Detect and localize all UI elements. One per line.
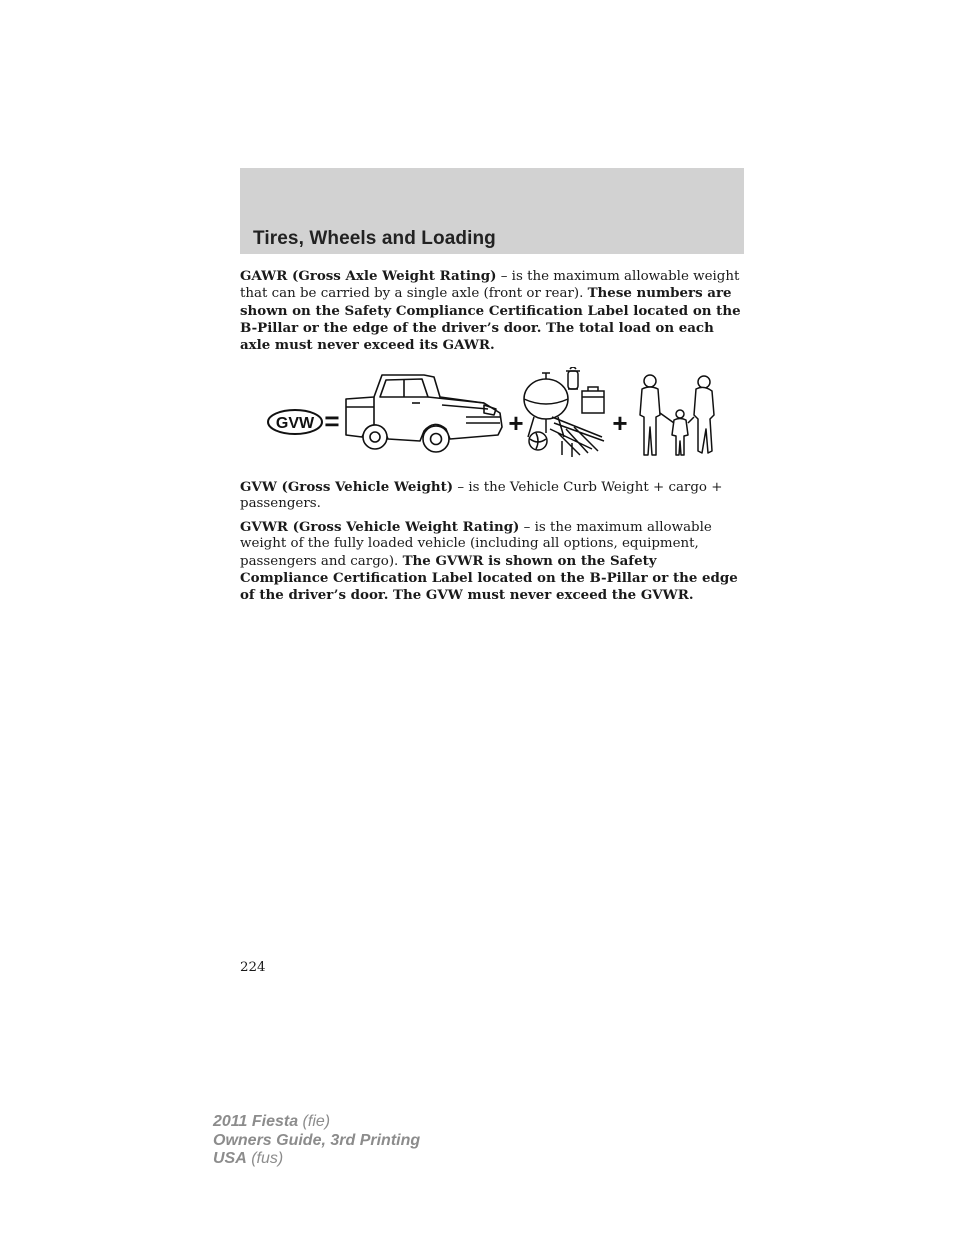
passengers-icon: [640, 375, 714, 455]
gvw-label: GVW: [275, 415, 315, 432]
footer-region-code: (fus): [246, 1150, 284, 1167]
footer-region: USA: [213, 1150, 247, 1167]
gvw-term: GVW (Gross Vehicle Weight): [240, 479, 454, 495]
cargo-icon: [524, 367, 604, 457]
gvw-definition: – is the Vehicle Curb Weight + cargo + passengers.: [240, 480, 723, 512]
truck-icon: [346, 375, 502, 452]
gawr-definition: – is the maximum allowable weight that can be carried by a single axle (front or rear).: [240, 269, 740, 302]
gvwr-definition: – is the maximum allowable weight of the fully loaded vehicle (including all options, equipment, passengers and cargo).: [240, 520, 712, 569]
gawr-paragraph: [240, 268, 744, 354]
gawr-note: These numbers are shown on the Safety Compliance Certification Label located on the B-Pillar or the edge of the driver’s door. The total load on each axle must never exceed its GAWR.: [240, 285, 741, 354]
page-number: 224: [240, 960, 266, 975]
gvwr-paragraph: [240, 519, 744, 604]
footer-line-2: Owners Guide, 3rd Printing: [213, 1131, 421, 1149]
footer: [213, 1113, 420, 1169]
gvw-badge: [268, 410, 322, 434]
gawr-term: GAWR (Gross Axle Weight Rating): [240, 268, 497, 284]
footer-line-1: [213, 1113, 420, 1132]
section-header: [240, 168, 744, 254]
plus-sign-cargo: +: [508, 408, 524, 438]
footer-line-3: [213, 1150, 420, 1169]
footer-model-code: (fie): [298, 1113, 331, 1130]
section-title: Tires, Wheels and Loading: [253, 228, 496, 249]
plus-sign-passengers: +: [612, 408, 628, 438]
equals-sign: =: [324, 406, 340, 436]
gvwr-term: GVWR (Gross Vehicle Weight Rating): [240, 519, 520, 535]
gvw-illustration: [262, 367, 722, 461]
footer-model: 2011 Fiesta: [213, 1113, 299, 1130]
gvw-paragraph: [240, 479, 744, 513]
gvwr-note: The GVWR is shown on the Safety Compliance Certification Label located on the B-Pillar or the edge of the driver’s door. The GVW must never exceed the GVWR.: [240, 552, 738, 604]
